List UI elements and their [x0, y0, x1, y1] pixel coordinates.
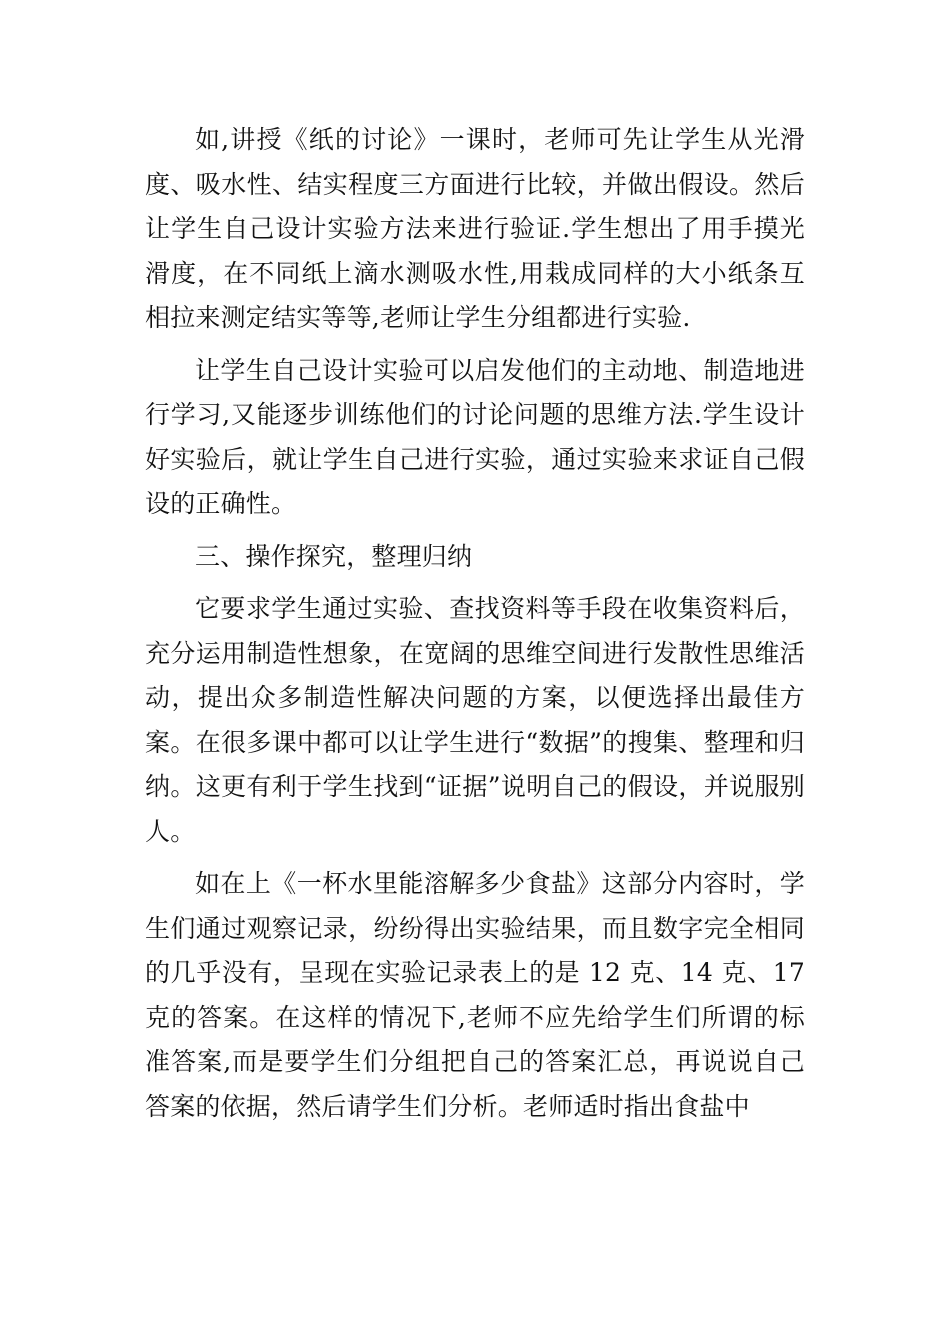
paragraph-design-experiment: 让学生自己设计实验可以启发他们的主动地、制造地进行学习,又能逐步训练他们的讨论问题的思维方法.学生设计好实验后，就让学生自己进行实验，通过实验来求证自己假设的正确性。: [145, 355, 805, 518]
paragraph-paper-example: 如,讲授《纸的讨论》一课时，老师可先让学生从光滑度、吸水性、结实程度三方面进行比较，并做出假设。然后让学生自己设计实验方法来进行验证.学生想出了用手摸光滑度，在不同纸上滴水测吸水性,用栽成同样的大小纸条互相拉来测定结实等等,老师让学生分组都进行实验.: [145, 125, 805, 332]
paragraph-data-collection: 它要求学生通过实验、查找资料等手段在收集资料后，充分运用制造性想象，在宽阔的思维空间进行发散性思维活动，提出众多制造性解决问题的方案，以便选择出最佳方案。在很多课中都可以让学生进行“数据”的搜集、整理和归纳。这更有利于学生找到“证据”说明自己的假设，并说服别人。: [145, 594, 805, 846]
document-body: [145, 118, 805, 1129]
paragraph-salt-example: 如在上《一杯水里能溶解多少食盐》这部分内容时，学生们通过观察记录，纷纷得出实验结果，而且数字完全相同的几乎没有，呈现在实验记录表上的是 12 克、14 克、17 克的答案。在这样的情况下,老师不应先给学生们所谓的标准答案,而是要学生们分组把自己的答案汇总，再说说自己答案的依据，然后请学生们分析。老师适时指出食盐中: [145, 869, 805, 1121]
section-heading-three: 三、操作探究，整理归纳: [195, 541, 473, 571]
